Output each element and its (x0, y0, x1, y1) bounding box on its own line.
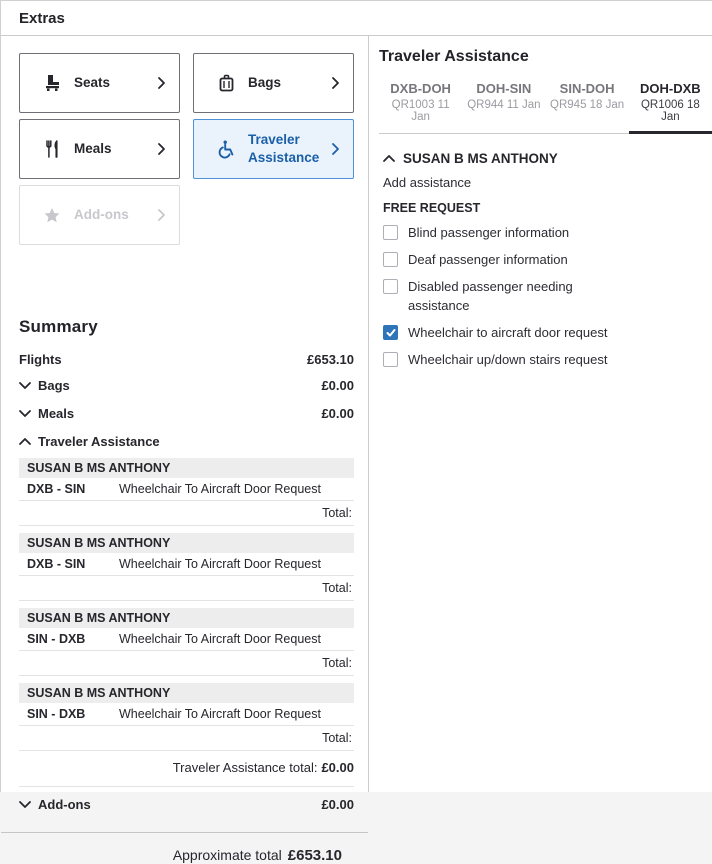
tab-flight: QR944 11 Jan (467, 99, 541, 111)
tab-flight: QR945 18 Jan (550, 99, 625, 111)
chevron-right-icon (332, 143, 340, 156)
meals-summary-value: £0.00 (321, 406, 354, 421)
wheelchair-icon (216, 140, 236, 158)
page-title: Extras (19, 9, 65, 27)
chevron-right-icon (158, 143, 166, 156)
left-column (1, 36, 369, 864)
ta-total-label: Traveler Assistance total: (172, 760, 318, 775)
tab-doh-sin[interactable] (462, 79, 545, 134)
seats-button[interactable] (19, 53, 180, 113)
meals-button-label: Meals (74, 141, 112, 157)
flight-tabs (379, 79, 712, 134)
approximate-total-value: £653.10 (287, 847, 342, 864)
summary-meals-row[interactable] (19, 404, 354, 423)
option-wheelchair-to-door[interactable] (383, 324, 708, 342)
bags-summary-label: Bags (38, 378, 70, 393)
chevron-up-icon (383, 155, 395, 163)
star-icon (42, 207, 62, 224)
ta-item-passenger: SUSAN B MS ANTHONY (19, 608, 354, 628)
assistance-options (383, 224, 708, 369)
tab-sin-doh[interactable] (546, 79, 629, 134)
option-label: Wheelchair to aircraft door request (408, 324, 608, 340)
addons-summary-label: Add-ons (38, 797, 91, 812)
flights-value: £653.10 (307, 352, 354, 367)
approximate-total-row (1, 832, 368, 864)
traveler-assistance-summary-label: Traveler Assistance (38, 434, 160, 449)
addons-button-label: Add-ons (74, 207, 129, 223)
ta-item-total-label: Total: (19, 651, 354, 676)
ta-item-passenger: SUSAN B MS ANTHONY (19, 458, 354, 478)
summary-traveler-assistance-row[interactable] (19, 432, 354, 451)
chevron-up-icon (19, 438, 35, 446)
traveler-assistance-button-label: Traveler Assistance (248, 132, 320, 165)
option-disabled-passenger[interactable] (383, 278, 708, 314)
tab-route: DXB-DOH (390, 81, 451, 96)
bags-button-label: Bags (248, 75, 282, 91)
option-blind-passenger[interactable] (383, 224, 708, 242)
chevron-down-icon (19, 382, 35, 390)
approximate-total-label: Approximate total (172, 847, 282, 863)
ta-item-total-label: Total: (19, 501, 354, 526)
option-deaf-passenger[interactable] (383, 251, 708, 269)
ta-summary-item (19, 533, 354, 601)
ta-item-passenger: SUSAN B MS ANTHONY (19, 533, 354, 553)
ta-item-route: DXB - SIN (27, 482, 86, 496)
option-label: Deaf passenger information (408, 252, 568, 268)
ta-item-service: Wheelchair To Aircraft Door Request (119, 557, 321, 571)
passenger-accordion-header[interactable] (383, 151, 708, 166)
ta-item-route: SIN - DXB (27, 707, 86, 721)
tab-flight: QR1006 18 Jan (640, 99, 700, 123)
page-header (1, 1, 712, 36)
ta-summary-item (19, 683, 354, 751)
traveler-assistance-panel (369, 36, 712, 792)
tab-route: SIN-DOH (559, 81, 615, 96)
extras-button-grid (19, 53, 354, 245)
chevron-down-icon (19, 801, 35, 809)
ta-summary-item (19, 608, 354, 676)
free-request-label: FREE REQUEST (383, 201, 481, 215)
ta-item-passenger: SUSAN B MS ANTHONY (19, 683, 354, 703)
chevron-right-icon (332, 77, 340, 90)
checkbox-unchecked[interactable] (383, 225, 398, 240)
chevron-right-icon (158, 77, 166, 90)
passenger-section (379, 134, 712, 369)
summary-flights-row (19, 352, 354, 367)
ta-total-row (19, 760, 354, 787)
ta-item-route: SIN - DXB (27, 632, 86, 646)
seat-icon (42, 74, 62, 92)
ta-item-service: Wheelchair To Aircraft Door Request (119, 482, 321, 496)
addons-summary-value: £0.00 (321, 797, 354, 812)
ta-item-service: Wheelchair To Aircraft Door Request (119, 707, 321, 721)
chevron-down-icon (19, 410, 35, 418)
summary-bags-row[interactable] (19, 376, 354, 395)
ta-item-total-label: Total: (19, 576, 354, 601)
seats-button-label: Seats (74, 75, 111, 91)
bags-button[interactable] (193, 53, 354, 113)
ta-item-total-label: Total: (19, 726, 354, 751)
tab-flight: QR1003 11 Jan (391, 99, 450, 123)
traveler-assistance-title: Traveler Assistance (379, 48, 529, 65)
ta-item-service: Wheelchair To Aircraft Door Request (119, 632, 321, 646)
checkbox-unchecked[interactable] (383, 252, 398, 267)
tab-route: DOH-DXB (640, 81, 701, 96)
ta-total-value: £0.00 (321, 760, 354, 775)
ta-summary-item (19, 458, 354, 526)
summary-section (19, 317, 354, 864)
option-label: Wheelchair up/down stairs request (408, 351, 608, 367)
meals-icon (42, 140, 62, 158)
meals-summary-label: Meals (38, 406, 75, 421)
add-assistance-label: Add assistance (383, 175, 472, 190)
summary-title: Summary (19, 317, 98, 336)
bags-summary-value: £0.00 (321, 378, 354, 393)
summary-addons-row[interactable] (19, 787, 354, 823)
meals-button[interactable] (19, 119, 180, 179)
option-label: Blind passenger information (408, 225, 570, 240)
checkbox-unchecked[interactable] (383, 352, 398, 367)
chevron-right-icon (158, 209, 166, 222)
option-label: Disabled passenger needing assistance (408, 279, 573, 313)
addons-button (19, 185, 180, 245)
checkbox-unchecked[interactable] (383, 279, 398, 294)
ta-item-route: DXB - SIN (27, 557, 86, 571)
bag-icon (216, 74, 236, 92)
passenger-name: SUSAN B MS ANTHONY (403, 151, 558, 166)
tab-route: DOH-SIN (476, 81, 532, 96)
traveler-assistance-button[interactable] (193, 119, 354, 179)
flights-label: Flights (19, 352, 62, 367)
option-wheelchair-stairs[interactable] (383, 351, 708, 369)
tab-doh-dxb[interactable] (629, 79, 712, 134)
checkbox-checked[interactable] (383, 325, 398, 340)
tab-dxb-doh[interactable] (379, 79, 462, 134)
